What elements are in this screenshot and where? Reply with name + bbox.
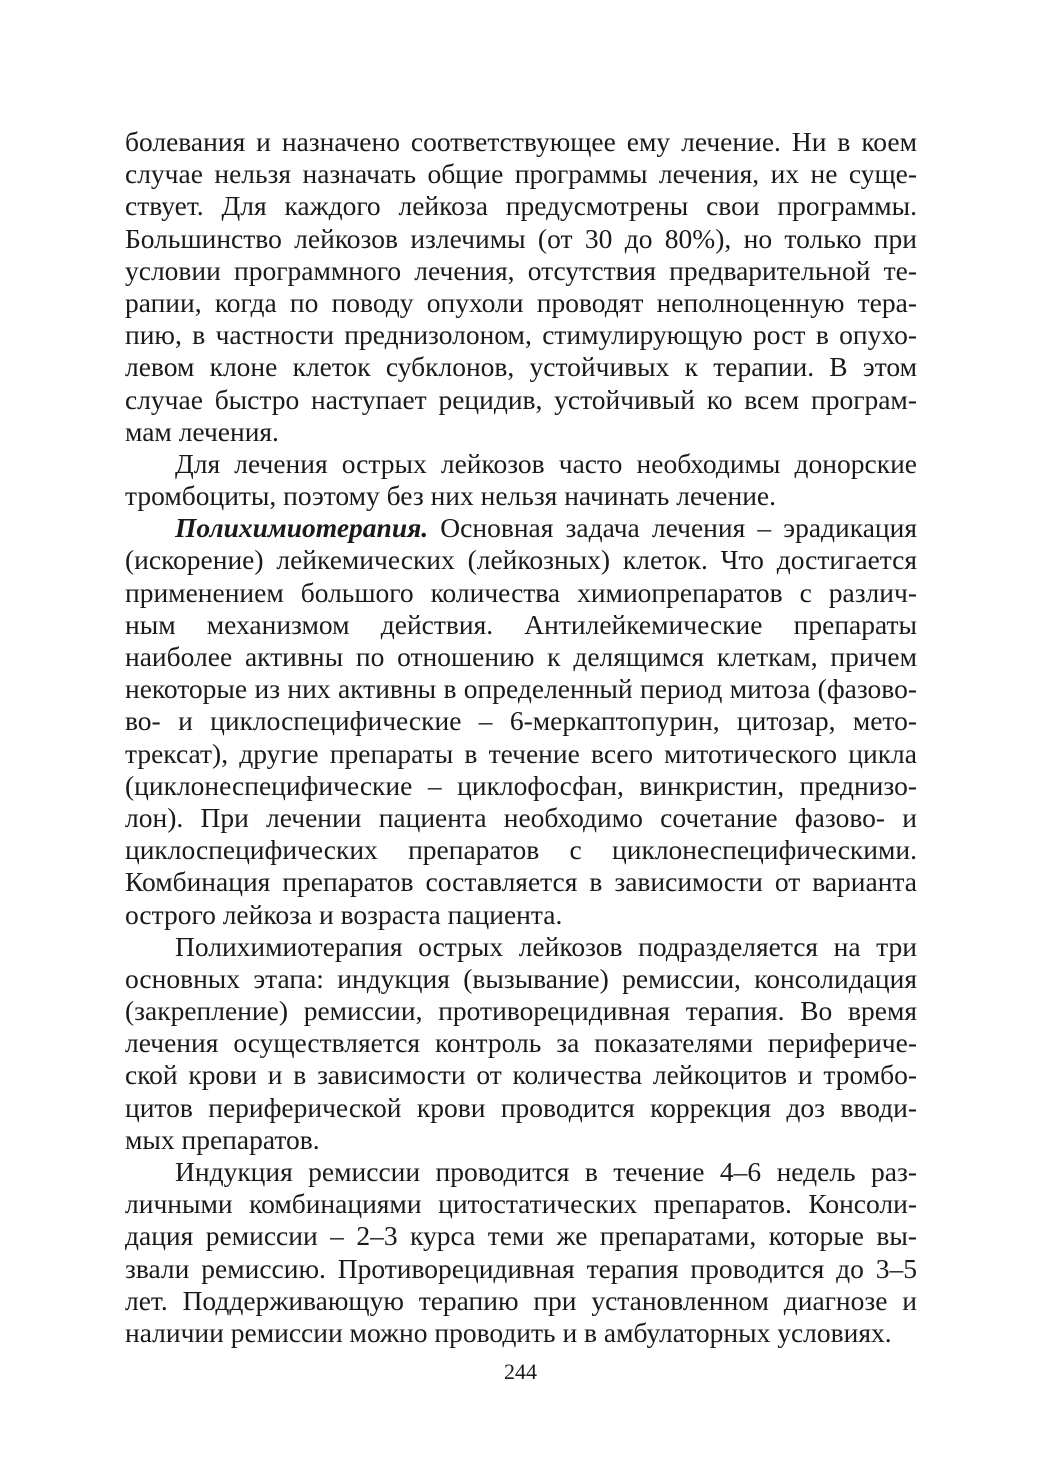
paragraph-1 <box>125 126 917 448</box>
page-body <box>125 126 917 1349</box>
text-line: лет. Поддерживающую терапию при установленном диагнозе и <box>125 1284 917 1316</box>
text-line: Индукция ремиссии проводится в течение 4–6 недель раз- <box>175 1156 917 1187</box>
paragraph-3 <box>125 512 917 930</box>
text-line: условии программного лечения, отсутствия предварительной те- <box>125 254 917 286</box>
text-line: циклоспецифических препаратов с циклонеспецифическими. <box>125 834 917 866</box>
text-line: звали ремиссию. Противорецидивная терапия проводится до 3–5 <box>125 1252 917 1284</box>
text-line: мам лечения. <box>125 415 279 447</box>
paragraph-4 <box>125 931 917 1156</box>
text-line: тромбоциты, поэтому без них нельзя начинать лечение. <box>125 480 777 512</box>
text-line: ской крови и в зависимости от количества лейкоцитов и тромбо- <box>125 1059 917 1091</box>
text-line: лечения осуществляется контроль за показателями перифериче- <box>125 1027 917 1059</box>
text-line <box>125 512 917 544</box>
text-line: лон). При лечении пациента необходимо сочетание фазово- и <box>125 801 917 833</box>
text-line: некоторые из них активны в определенный период митоза (фазово- <box>125 673 917 705</box>
text-line: дация ремиссии – 2–3 курса теми же препаратами, которые вы- <box>125 1220 917 1252</box>
text-line: левом клоне клеток субклонов, устойчивых к терапии. В этом <box>125 351 917 383</box>
text-line: болевания и назначено соответствующее ему лечение. Ни в коем <box>125 126 917 157</box>
text-line: Для лечения острых лейкозов часто необходимы донорские <box>175 447 917 479</box>
text-line: Большинство лейкозов излечимы (от 30 до 80%), но только при <box>125 222 917 254</box>
text-line: мых препаратов. <box>125 1123 320 1155</box>
text-line: основных этапа: индукция (вызывание) ремиссии, консолидация <box>125 962 917 994</box>
text-line: трексат), другие препараты в течение всего митотического цикла <box>125 737 917 769</box>
text-line: (закрепление) ремиссии, противорецидивная терапия. Во время <box>125 995 917 1027</box>
text-line: (циклонеспецифические – циклофосфан, винкристин, преднизо- <box>125 769 917 801</box>
text-line: наиболее активны по отношению к делящимся клеткам, причем <box>125 641 917 672</box>
text-line: Комбинация препаратов составляется в зависимости от варианта <box>125 866 917 898</box>
text-line: острого лейкоза и возраста пациента. <box>125 898 563 930</box>
text-line: наличии ремиссии можно проводить и в амбулаторных условиях. <box>125 1316 892 1348</box>
text-line: рапии, когда по поводу опухоли проводят неполноценную тера- <box>125 286 917 318</box>
paragraph-5 <box>125 1156 917 1349</box>
text-line: применением большого количества химиопрепаратов с различ- <box>125 576 917 608</box>
section-term: Полихимиотерапия. <box>175 512 429 544</box>
text-line: цитов периферической крови проводится коррекция доз вводи- <box>125 1091 917 1123</box>
text-line: случае быстро наступает рецидив, устойчивый ко всем програм- <box>125 383 917 415</box>
paragraph-2 <box>125 448 917 512</box>
text-line: личными комбинациями цитостатических препаратов. Консоли- <box>125 1188 917 1220</box>
text-line: ствует. Для каждого лейкоза предусмотрены свои программы. <box>125 190 917 222</box>
page-number: 244 <box>504 1359 537 1384</box>
text-line: во- и циклоспецифические – 6-меркаптопурин, цитозар, мето- <box>125 705 917 737</box>
text-line: (искорение) лейкемических (лейкозных) клеток. Что достигается <box>125 544 917 576</box>
text-line-rest: Основная задача лечения – эрадикация <box>428 512 917 544</box>
text-line: пию, в частности преднизолоном, стимулирующую рост в опухо- <box>125 319 917 351</box>
text-line: случае нельзя назначать общие программы лечения, их не суще- <box>125 158 917 190</box>
text-line: Полихимиотерапия острых лейкозов подразделяется на три <box>175 930 917 962</box>
text-line: ным механизмом действия. Антилейкемические препараты <box>125 608 917 640</box>
